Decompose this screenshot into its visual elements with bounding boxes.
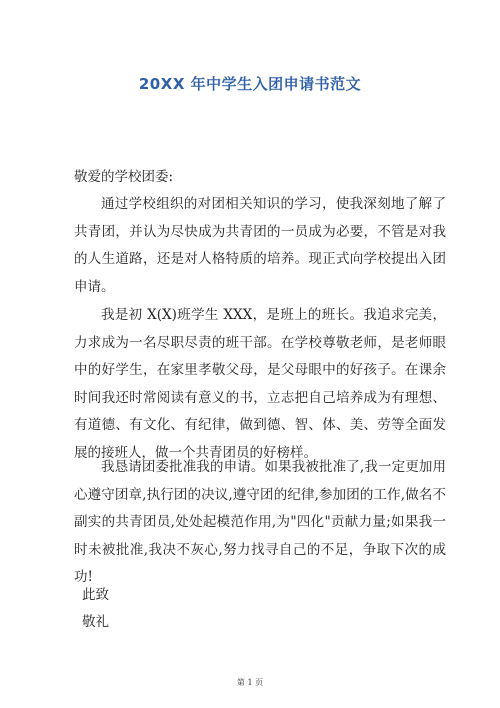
salutation: 敬爱的学校团委: [74, 169, 174, 185]
page-number-footer: 第 1 页 [236, 678, 264, 687]
paragraph-3-text: 我恳请团委批准我的申请。如果我被批准了,我一定更加用心遵守团章,执行团的决议,遵守团的纪律,参加团的工作,做名不副实的共青团员,处处起模范作用,为"四化"贡献力量;如果我一时未被批准,我决不灰心,努力找寻自己的不足，争取下次的成功! [74, 459, 446, 585]
closing-line-2: 敬礼 [82, 614, 109, 630]
paragraph-1-text: 通过学校组织的对团相关知识的学习，使我深刻地了解了共青团，并认为尽快成为共青团的一员成为必要，不管是对我的人生道路，还是对人格特质的培养。现正式向学校提出入团申请。 [74, 196, 446, 295]
paragraph-2 [74, 302, 446, 467]
paragraph-2-text: 我是初 X(X)班学生 XXX，是班上的班长。我追求完美，力求成为一名尽职尽责的班干部。在学校尊敬老师，是老师眼中的好学生，在家里孝敬父母，是父母眼中的好孩子。在课余时间我还时常阅读有意义的书，立志把自己培养成为有理想、有道德、有文化、有纪律，做到德、智、体、美、劳等全面发展的接班人，做一个共青团员的好榜样。 [74, 307, 446, 461]
closing-line-1: 此致 [82, 587, 109, 603]
paragraph-1 [74, 191, 446, 301]
paragraph-3 [74, 454, 446, 592]
document-title: 20XX 年中学生入团申请书范文 [138, 75, 362, 93]
